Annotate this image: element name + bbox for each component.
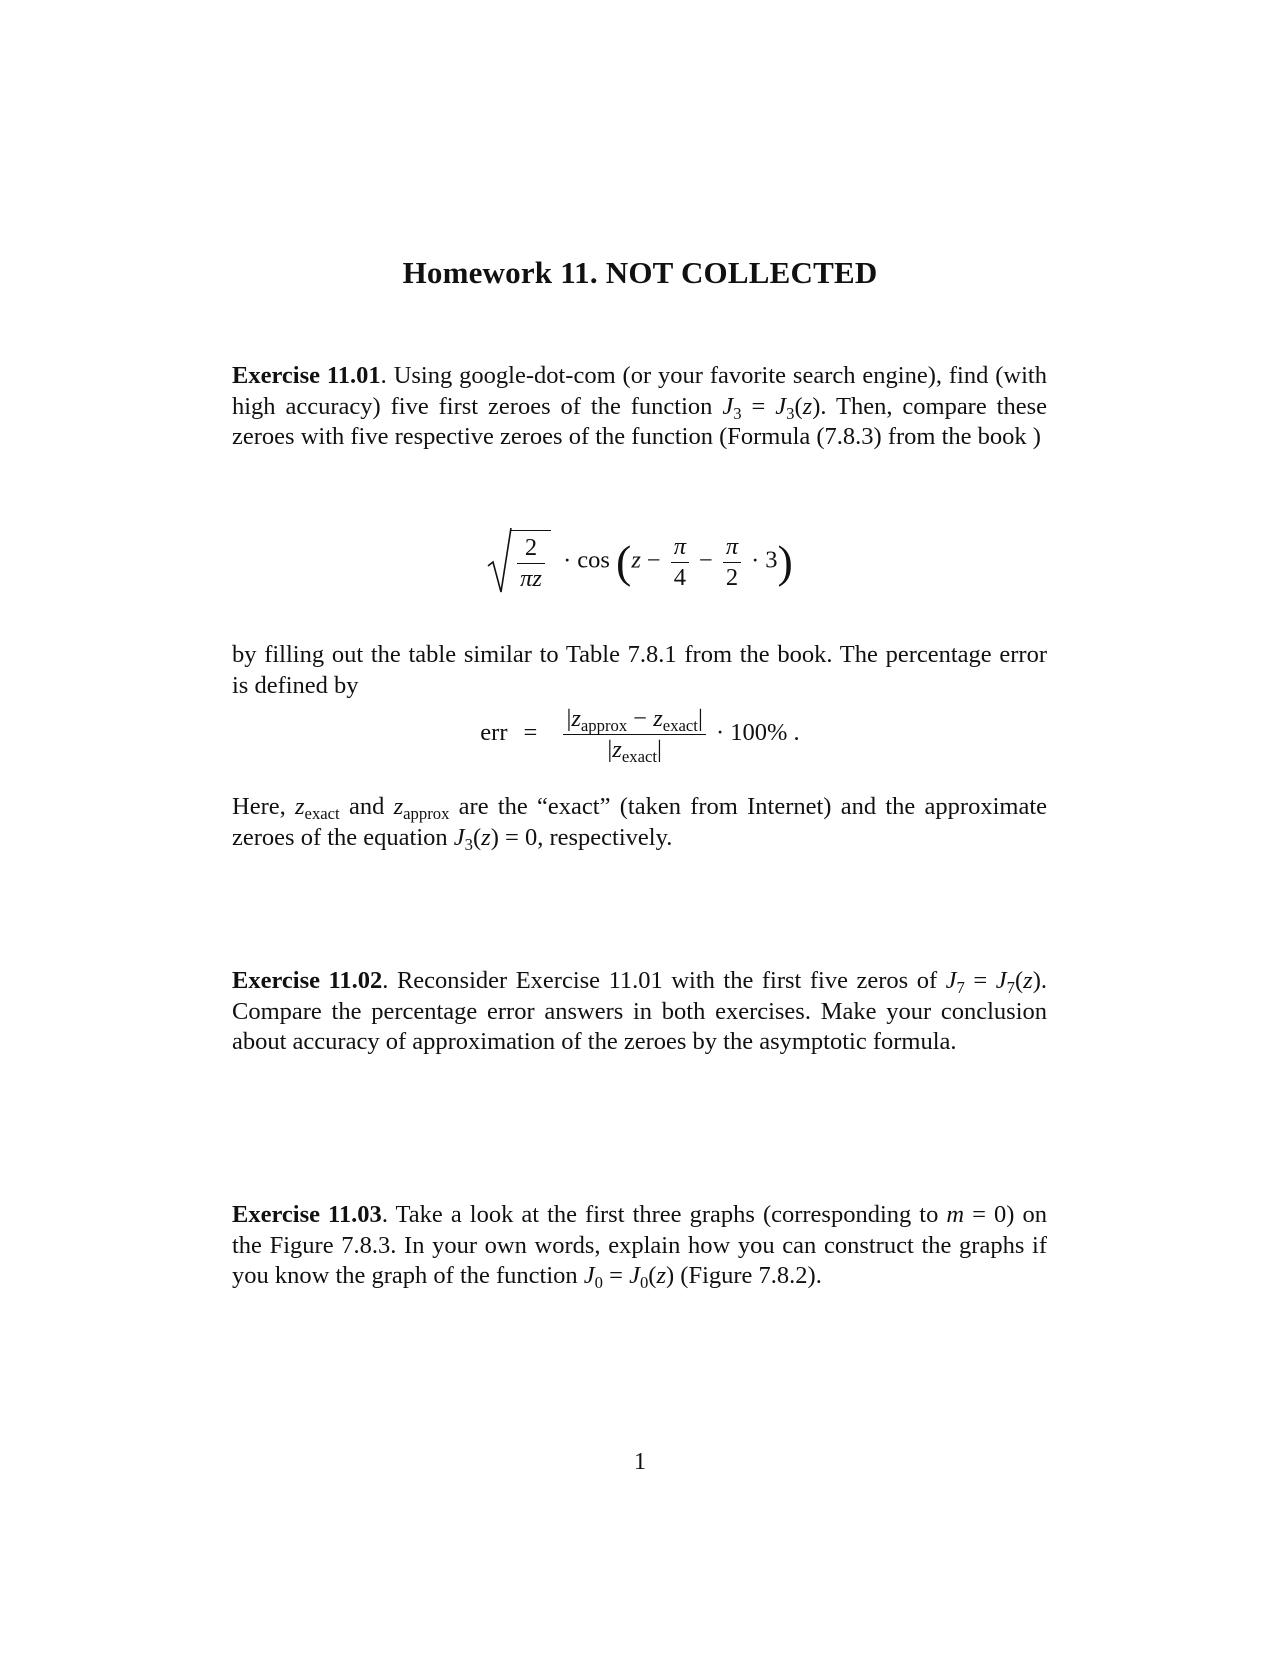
exercise-11-01-intro: Exercise 11.01. Using google-dot-com (or your favorite search engine), find (with high accuracy) five first zeroes of the function $J_3 = J_3(z)$. Then, compare these zeroes with five respective zeroes of the function (Formula (7.8.3) from the book )	[232, 362, 1047, 450]
radical-sign-icon	[487, 526, 513, 596]
exercise-11-02: Exercise 11.02. Reconsider Exercise 11.01 with the first five zeros of $J_7 = J_7(z)$. Compare the percentage error answers in both exercises. Make your conclusion about accuracy of approximation of the zeroes by the asymptotic formula.	[232, 967, 1048, 1055]
error-formula: err = $\frac{|z_{approx} - z_{exact}|}{|z_{exact}|}$ · 100% .	[480, 705, 800, 766]
page-number: 1	[633, 1448, 647, 1475]
exercise-label: Exercise 11.03	[232, 1201, 382, 1228]
exercise-11-01-definitions: Here, $z_{exact}$ and $z_{approx}$ are the “exact” (taken from Internet) and the approximate zeroes of the equation $J_3(z) = 0$, respectively.	[232, 793, 1047, 854]
exercise-label: Exercise 11.02	[232, 967, 383, 994]
exercise-11-03: Exercise 11.03. Take a look at the first three graphs (corresponding to m = 0) on the Figure 7.8.3. In your own words, explain how you can construct the graphs if you know the graph of the function $J_0 = J_0(z)$ (Figure 7.8.2).	[232, 1201, 1047, 1292]
exercise-label: Exercise 11.01	[232, 362, 381, 389]
page-title: Homework 11. NOT COLLECTED	[402, 255, 878, 290]
exercise-11-01-error-text: by filling out the table similar to Table 7.8.1 from the book. The percentage error is defined by	[232, 641, 1047, 699]
asymptotic-formula: $\frac{2}{\pi z}$ · cos (z − $\frac{\pi}{4}$ − $\frac{\pi}{2}$ · 3)	[0, 530, 1280, 594]
square-root: $\frac{2}{\pi z}$	[487, 530, 551, 594]
